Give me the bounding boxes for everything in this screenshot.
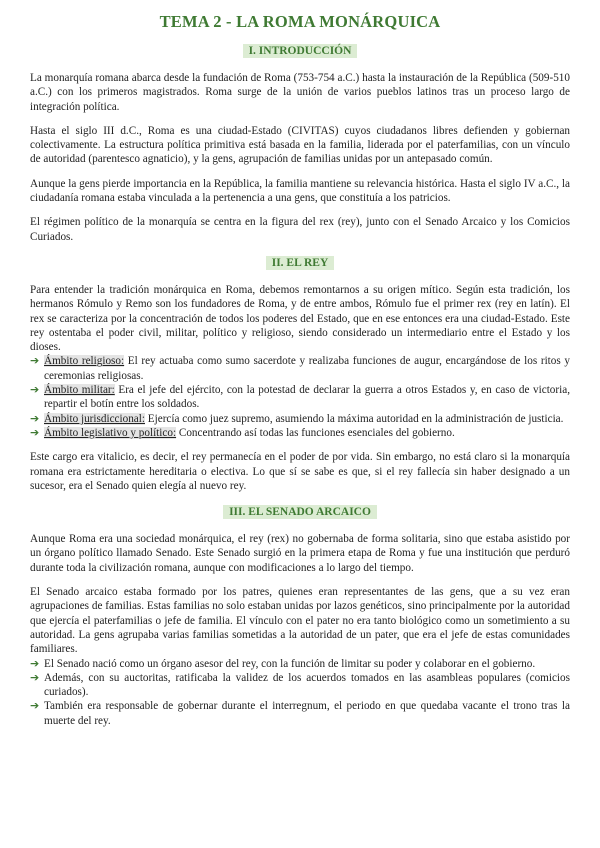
page-title: TEMA 2 - LA ROMA MONÁRQUICA [159,12,441,31]
paragraph: Para entender la tradición monárquica en Roma, debemos remontarnos a su origen mítico. Según esta tradición, los hermanos Rómulo y Remo son los fundadores de Roma, y de entre ambos, Rómulo fue el primer rex (rey en latín). El rex se caracteriza por la concentración de todos los poderes del Estado, que en ese entonces era una ciudad-Estado. Este rey ostentaba el poder civil, militar, político y religioso, siendo considerado un intermediario entre el Estado y los dioses. [30,283,570,354]
section-heading-label: I. INTRODUCCIÓN [243,44,358,58]
list-item [30,412,570,426]
list-item-text: Concentrando así todas las funciones esenciales del gobierno. [176,426,455,439]
paragraph: Aunque la gens pierde importancia en la República, la familia mantiene su relevancia histórica. Hasta el siglo IV a.C., la ciudadanía romana estaba vinculada a la pertenencia a una gens, que constituía a los patricios. [30,177,570,205]
highlighted-label: Ámbito religioso: [44,355,125,368]
paragraph: Este cargo era vitalicio, es decir, el rey permanecía en el poder de por vida. Sin embargo, no está claro si la monarquía romana era estrictamente hereditaria o electiva. Lo que sí se sabe es que, si el rey fallecía sin haber designado a un sucesor, era el Senado quien elegía al nuevo rey. [30,451,570,492]
list-item [30,426,570,440]
section-heading-senado-arcaico [30,503,570,520]
section-heading-label: II. EL REY [266,256,335,270]
paragraph: Aunque Roma era una sociedad monárquica, el rey (rex) no gobernaba de forma solitaria, sino que estaba asistido por un órgano político llamado Senado. Este Senado surgió en la primera etapa de Roma y fue una institución que perduró durante toda la civilización romana, aunque con modificaciones a lo largo del tiempo. [30,533,570,574]
bullet-list-rey-powers [30,354,570,440]
list-item-text: Además, con su auctoritas, ratificaba la validez de los acuerdos tomados en las asambleas populares (comicios curiados). [44,671,570,699]
list-item-text: El rey actuaba como sumo sacerdote y realizaba funciones de augur, encargándose de los ritos y ceremonias religiosas. [44,355,570,382]
list-item [30,657,570,671]
highlighted-label: Ámbito jurisdiccional: [44,412,145,425]
highlighted-label: Ámbito legislativo y político: [44,426,177,439]
arrow-right-icon: ➔ [30,354,40,368]
list-item [30,354,570,383]
arrow-right-icon: ➔ [30,411,40,425]
list-item-text: También era responsable de gobernar durante el interregnum, el periodo en que quedaba vacante el trono tras la muerte del rey. [44,700,570,727]
paragraph: Hasta el siglo III d.C., Roma es una ciudad-Estado (CIVITAS) cuyos ciudadanos libres defienden y gobiernan colectivamente. La estructura política primitiva está basada en la familia, liderada por el paterfamilias, con un vínculo de autoridad (parentesco agnaticio), y la gens, agrupación de familias unidas por un antepasado común. [30,124,570,166]
arrow-right-icon: ➔ [30,670,40,684]
bullet-list-senado [30,657,570,728]
arrow-right-icon: ➔ [30,425,40,439]
list-item [30,383,570,412]
arrow-right-icon: ➔ [30,699,40,713]
paragraph: El régimen político de la monarquía se centra en la figura del rex (rey), junto con el Senado Arcaico y los Comicios Curiados. [30,216,570,243]
list-item [30,699,570,728]
list-item-text: Ejercía como juez supremo, asumiendo la máxima autoridad en la administración de justicia. [144,412,564,425]
list-item-text: El Senado nació como un órgano asesor del rey, con la función de limitar su poder y colaborar en el gobierno. [44,657,536,670]
paragraph: El Senado arcaico estaba formado por los patres, quienes eran representantes de las gens, que a su vez eran agrupaciones de familias. Estas familias no solo estaban unidas por lazos genéticos, sino principalmente por la autoridad que ejercía el paterfamilias o jefe de familia. El vínculo con el pater no era tanto biológico como un sometimiento a su autoridad. La gens agrupaba varias familias sometidas a la autoridad de un pater, que era el jefe de estas comunidades familiares. [30,586,570,656]
section-heading-introduccion [30,42,570,59]
arrow-right-icon: ➔ [30,656,40,670]
section-heading-label: III. EL SENADO ARCAICO [223,505,377,519]
paragraph: La monarquía romana abarca desde la fundación de Roma (753-754 a.C.) hasta la instauración de la República (509-510 a.C.) con los primeros magistrados. Roma surge de la unión de varios pueblos latinos tras un proceso largo de integración política. [30,72,570,113]
arrow-right-icon: ➔ [30,383,40,397]
section-heading-el-rey [30,254,570,271]
list-item-text: Era el jefe del ejército, con la potestad de declarar la guerra a otros Estados y, en caso de victoria, repartir el botín entre los soldados. [44,384,570,411]
highlighted-label: Ámbito militar: [44,384,115,397]
list-item [30,671,570,700]
